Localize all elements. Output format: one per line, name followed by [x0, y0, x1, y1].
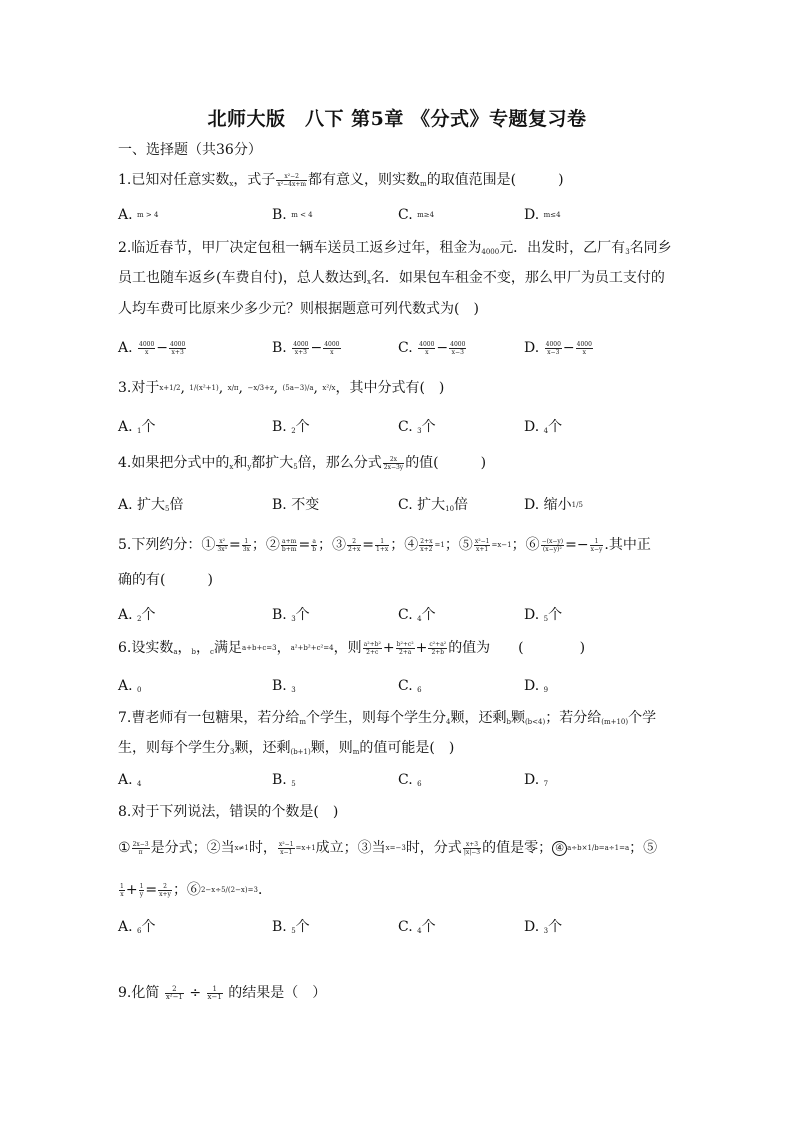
question-2-line-2: 员工也随车返乡(车费自付)，总人数达到$_x$名．如果包车租金不变，那么甲厂为员工支付的: [118, 270, 665, 286]
q5-option-c[interactable]: C. $_4$个: [398, 607, 436, 623]
q4-option-c[interactable]: C. 扩大$_{10}$倍: [398, 497, 469, 513]
question-1: 1.已知对任意实数$_x$，式子 $\frac{\text{x²−2}}{\text{x²−4x+m}}$ 都有意义，则实数$_m$的取值范围是( ): [118, 172, 564, 188]
question-8: 8.对于下列说法，错误的个数是( ): [118, 804, 339, 820]
q3-option-a[interactable]: A. $_1$个: [118, 419, 156, 435]
q4-option-d[interactable]: D. 缩小1/5: [524, 497, 583, 513]
q1-option-d[interactable]: D. m≤4: [524, 207, 561, 223]
q8-option-a[interactable]: A. $_6$个: [118, 919, 156, 935]
question-5-line-2: 确的有( ): [118, 572, 213, 588]
question-8-line-2: ① $\frac{2x-3}{\pi}$ 是分式；②当x≠1时， $\frac{\text{x²−1}}{x-1}$ =x+1成立；③当x=−3时，分式 $\frac{x+3}{|x|-3}$ 的值是零； ④ a÷b×1/b=a÷1=a；⑤: [118, 840, 658, 856]
question-9: 9.化简 $\frac{2}{\text{x²−1}}$ ÷ $\frac{1}{x-1}$ 的结果是（ ）: [118, 984, 327, 1001]
q5-option-a[interactable]: A. $_2$个: [118, 607, 156, 623]
q4-option-b[interactable]: B. 不变: [272, 497, 320, 513]
question-6: 6.设实数$_a$，$_b$，$_c$满足a+b+c=3，a²+b²+c²=4，则 $\frac{\text{a²+b²}}{2+c}$ + $\frac{\text{b²+c²}}{2+a}$ + $\frac{\text{c²+a²}}{2+b}$ 的值为 ( ): [118, 640, 586, 656]
q7-option-a[interactable]: A. $_4$: [118, 772, 142, 788]
q8-option-d[interactable]: D. $_3$个: [524, 919, 563, 935]
question-7-line-2: 生，则每个学生分$_3$颗，还剩$_{(b+1)}$颗，则$_m$的值可能是( ): [118, 740, 455, 756]
q7-option-c[interactable]: C. $_6$: [398, 772, 422, 788]
q1-option-b[interactable]: B. m < 4: [272, 207, 313, 223]
q6-option-a[interactable]: A. $_0$: [118, 678, 142, 694]
q6-option-d[interactable]: D. $_9$: [524, 678, 549, 694]
q8-option-b[interactable]: B. $_5$个: [272, 919, 310, 935]
q3-option-b[interactable]: B. $_2$个: [272, 419, 310, 435]
question-5-line-1: 5.下列约分：① $\frac{\text{x²}}{\text{3x³}}$ = $\frac{1}{3x}$ ；② $\frac{a+m}{b+m}$ = $\frac{a}{b}$ ；③ $\frac{2}{2+x}$ = $\frac{1}{1+x}$ ；④ $\frac{2+x}{x+2}$ =1；⑤ $\frac{\text{x²−1}}{x+1}$ =x−1；⑥ $\frac{-(x-y)}{\text{(x−y)²}}$ =− $\frac{1}{x-y}$ .其中正: [118, 537, 651, 553]
q7-option-d[interactable]: D. $_7$: [524, 772, 549, 788]
q7-option-b[interactable]: B. $_5$: [272, 772, 296, 788]
q1-option-c[interactable]: C. m≥4: [398, 207, 435, 223]
q2-option-d[interactable]: D. $\frac{4000}{x-3}$ − $\frac{4000}{x}$: [524, 340, 592, 356]
q3-option-c[interactable]: C. $_3$个: [398, 419, 436, 435]
q2-option-b[interactable]: B. $\frac{4000}{x+3}$ − $\frac{4000}{x}$: [272, 340, 340, 356]
q6-option-b[interactable]: B. $_3$: [272, 678, 296, 694]
question-4: 4.如果把分式中的$_x$和$_y$都扩大$_5$倍，那么分式 $\frac{2x}{2x-3y}$ 的值( ): [118, 455, 487, 471]
q3-option-d[interactable]: D. $_4$个: [524, 419, 563, 435]
q8-option-c[interactable]: C. $_4$个: [398, 919, 436, 935]
question-8-line-3: $\frac{1}{x}$ + $\frac{1}{y}$ = $\frac{2}{x+y}$ ；⑥2−x÷5/(2−x)=3．: [120, 882, 272, 898]
question-7-line-1: 7.曹老师有一包糖果，若分给$_m$个学生，则每个学生分$_4$颗，还剩$_b$颗$_{(b<4)}$；若分给$_{(m+10)}$个学: [118, 710, 657, 726]
section-heading: 一、选择题（共36分）: [118, 142, 262, 158]
q4-option-a[interactable]: A. 扩大$_5$倍: [118, 497, 184, 513]
q5-option-b[interactable]: B. $_3$个: [272, 607, 310, 623]
page-title: 北师大版 八下 第5章 《分式》专题复习卷: [207, 108, 587, 130]
q2-option-c[interactable]: C. $\frac{4000}{x}$ − $\frac{4000}{x-3}$: [398, 340, 466, 356]
q2-option-a[interactable]: A. $\frac{4000}{x}$ − $\frac{4000}{x+3}$: [118, 340, 186, 356]
q1-option-a[interactable]: A. m > 4: [118, 207, 159, 223]
q5-option-d[interactable]: D. $_5$个: [524, 607, 563, 623]
q6-option-c[interactable]: C. $_6$: [398, 678, 422, 694]
question-3: 3.对于x+1/2, 1/(x²+1), x/π, −x/3+z, (5a−3)/a, x²/x，其中分式有( ): [118, 380, 445, 396]
question-2-line-1: 2.临近春节，甲厂决定包租一辆车送员工返乡过年，租金为$_{4000}$元．出发时，乙厂有$_3$名同乡: [118, 240, 672, 256]
question-2-line-3: 人均车费可比原来少多少元？则根据题意可列代数式为( ): [118, 301, 479, 317]
